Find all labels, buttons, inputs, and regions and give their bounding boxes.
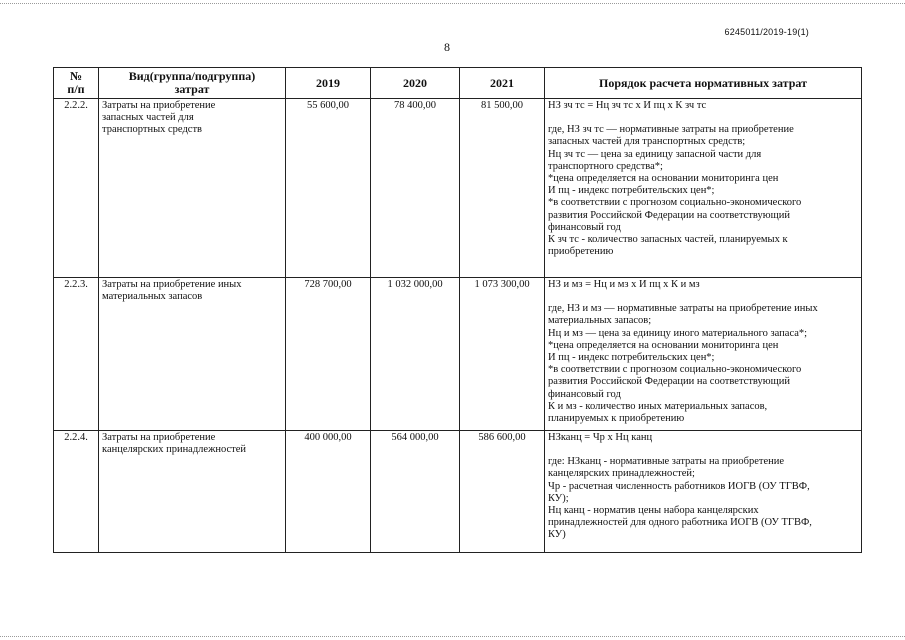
cost-type-line: Затраты на приобретение: [102, 432, 216, 443]
formula-line: финансовый год: [548, 388, 621, 400]
cost-type-line: Затраты на приобретение: [102, 100, 216, 111]
value-2020: 78 400,00: [371, 99, 460, 278]
formula-line: Нц канц - норматив цены набора канцелярских: [548, 505, 759, 517]
formula-line: НЗканц = Чр х Нц канц: [548, 432, 653, 443]
formula-line: принадлежностей для одного работника ИОГВ (ОУ ТГВФ,: [548, 517, 812, 529]
formula-spacer: [548, 291, 858, 303]
col-header-num-line1: №: [69, 69, 83, 83]
table-row: [54, 431, 862, 553]
col-header-num: [54, 68, 99, 99]
value-2019: 400 000,00: [286, 431, 371, 553]
col-header-type-line2: затрат: [174, 82, 210, 96]
scan-edge-bottom: [0, 636, 905, 637]
formula-line: развития Российской Федерации на соответствующий: [548, 209, 790, 221]
cost-type-name: [99, 278, 286, 431]
formula-line: транспортного средства*;: [548, 160, 663, 172]
value-2020: 564 000,00: [371, 431, 460, 553]
calculation-formula: [545, 99, 862, 278]
value-2019: 728 700,00: [286, 278, 371, 431]
formula-line: НЗ зч тс = Нц зч тс х И пц х К зч тс: [548, 100, 707, 111]
col-header-2021: 2021: [460, 68, 545, 99]
formula-line: Нц зч тс — цена за единицу запасной части для: [548, 148, 762, 160]
formula-line: *в соответствии с прогнозом социально-экономического: [548, 364, 802, 376]
cost-type-name: [99, 431, 286, 553]
col-header-type-line1: Вид(группа/подгруппа): [128, 69, 256, 83]
scan-edge-top: [0, 3, 905, 4]
formula-line: где, НЗ зч тс — нормативные затраты на приобретение: [548, 124, 794, 136]
table-row: [54, 278, 862, 431]
formula-line: КУ): [548, 529, 566, 541]
formula-line: где: НЗканц - нормативные затраты на приобретение: [548, 456, 785, 468]
calculation-formula: [545, 431, 862, 553]
formula-line: канцелярских принадлежностей;: [548, 468, 695, 480]
cost-type-name: [99, 99, 286, 278]
formula-line: И пц - индекс потребительских цен*;: [548, 352, 715, 364]
value-2020: 1 032 000,00: [371, 278, 460, 431]
formula-spacer: [548, 444, 858, 456]
formula-line: материальных запасов;: [548, 315, 652, 327]
formula-line: приобретению: [548, 246, 614, 258]
table-row: [54, 99, 862, 278]
cost-type-line: канцелярских принадлежностей: [102, 444, 247, 456]
value-2021: 586 600,00: [460, 431, 545, 553]
row-number: 2.2.2.: [54, 99, 99, 278]
cost-type-line: запасных частей для: [102, 112, 194, 124]
table-header-row: [54, 68, 862, 99]
document-number: 6245011/2019-19(1): [724, 27, 809, 37]
page-number: 8: [444, 40, 450, 54]
col-header-formula: Порядок расчета нормативных затрат: [545, 68, 862, 99]
formula-line: планируемых к приобретению: [548, 413, 685, 425]
value-2021: 81 500,00: [460, 99, 545, 278]
formula-line: К и мз - количество иных материальных запасов,: [548, 400, 768, 412]
formula-line: *в соответствии с прогнозом социально-экономического: [548, 197, 802, 209]
formula-line: НЗ и мз = Нц и мз х И пц х К и мз: [548, 279, 700, 290]
cost-type-line: материальных запасов: [102, 291, 203, 303]
row-number: 2.2.3.: [54, 278, 99, 431]
formula-line: где, НЗ и мз — нормативные затраты на приобретение иных: [548, 303, 818, 315]
formula-line: финансовый год: [548, 221, 621, 233]
col-header-type: [99, 68, 286, 99]
row-number: 2.2.4.: [54, 431, 99, 553]
value-2021: 1 073 300,00: [460, 278, 545, 431]
formula-line: запасных частей для транспортных средств;: [548, 136, 746, 148]
formula-line: КУ);: [548, 492, 569, 504]
col-header-2019: 2019: [286, 68, 371, 99]
cost-table: [53, 67, 862, 553]
col-header-2020: 2020: [371, 68, 460, 99]
formula-line: *цена определяется на основании мониторинга цен: [548, 339, 779, 351]
formula-line: *цена определяется на основании мониторинга цен: [548, 173, 779, 185]
value-2019: 55 600,00: [286, 99, 371, 278]
calculation-formula: [545, 278, 862, 431]
formula-line: И пц - индекс потребительских цен*;: [548, 185, 715, 197]
formula-line: К зч тс - количество запасных частей, планируемых к: [548, 234, 788, 246]
col-header-num-line2: п/п: [67, 82, 85, 96]
formula-spacer: [548, 112, 858, 124]
cost-type-line: транспортных средств: [102, 124, 203, 136]
formula-line: Чр - расчетная численность работников ИОГВ (ОУ ТГВФ,: [548, 480, 810, 492]
formula-line: Нц и мз — цена за единицу иного материального запаса*;: [548, 327, 808, 339]
cost-type-line: Затраты на приобретение иных: [102, 279, 242, 290]
formula-line: развития Российской Федерации на соответствующий: [548, 376, 790, 388]
